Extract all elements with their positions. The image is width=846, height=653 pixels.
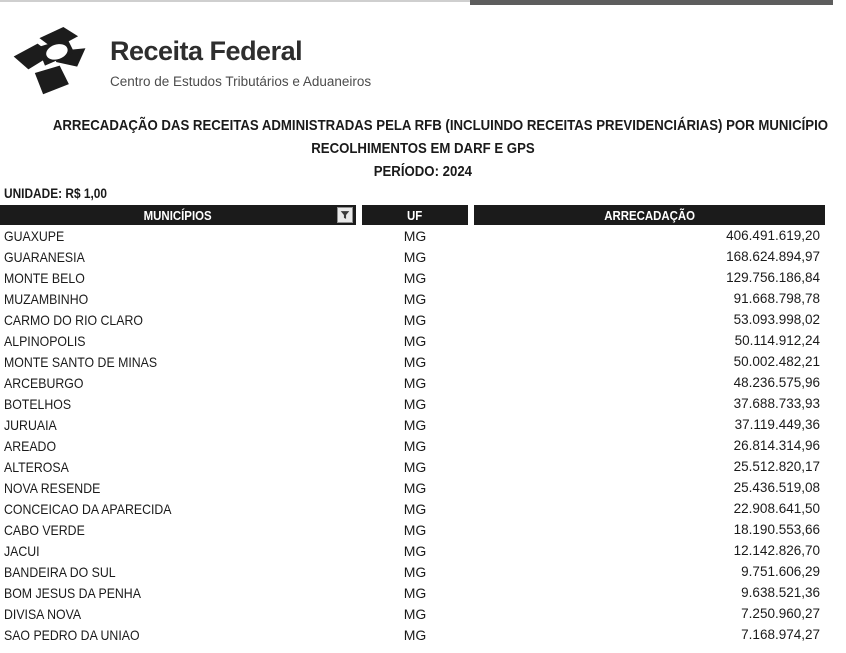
municipio-text: MUZAMBINHO xyxy=(4,290,89,307)
cell-valor: 406.491.619,20 xyxy=(726,228,820,243)
table-body xyxy=(0,225,825,645)
cell-uf: MG xyxy=(403,563,427,580)
municipio-text: CARMO DO RIO CLARO xyxy=(4,311,143,328)
cell-uf: MG xyxy=(403,374,427,391)
table-row xyxy=(0,288,825,309)
table-row xyxy=(0,309,825,330)
municipio-text: DIVISA NOVA xyxy=(4,605,82,622)
table-row xyxy=(0,414,825,435)
arrecadacao-table xyxy=(0,205,825,645)
cell-uf: MG xyxy=(403,437,427,454)
cell-uf: MG xyxy=(403,605,427,622)
cell-valor: 18.190.553,66 xyxy=(733,522,820,537)
municipio-text: BANDEIRA DO SUL xyxy=(4,563,116,580)
table-row xyxy=(0,351,825,372)
municipio-text: AREADO xyxy=(4,437,57,454)
table-row xyxy=(0,246,825,267)
municipio-text: CONCEICAO DA APARECIDA xyxy=(4,500,172,517)
cell-municipio xyxy=(0,270,356,286)
report-title-line1 xyxy=(0,115,846,137)
cell-municipio xyxy=(0,438,356,454)
table-row xyxy=(0,477,825,498)
column-header-municipios-label: MUNICÍPIOS xyxy=(143,207,213,223)
cell-valor: 12.142.826,70 xyxy=(733,543,820,558)
cell-municipio xyxy=(0,564,356,580)
table-row xyxy=(0,435,825,456)
cell-municipio xyxy=(0,396,356,412)
cell-valor: 129.756.186,84 xyxy=(726,270,820,285)
report-title-line3-text: PERÍODO: 2024 xyxy=(373,163,473,180)
cell-municipio xyxy=(0,333,356,349)
receita-federal-logo xyxy=(10,24,371,100)
column-header-arrecadacao xyxy=(474,205,825,225)
cell-valor: 48.236.575,96 xyxy=(733,375,820,390)
cell-valor: 25.436.519,08 xyxy=(733,480,820,495)
cell-uf: MG xyxy=(403,584,427,601)
unit-label xyxy=(4,186,121,201)
cell-uf: MG xyxy=(403,290,427,307)
column-header-uf-label: UF xyxy=(407,207,423,223)
cell-uf: MG xyxy=(403,521,427,538)
cell-uf: MG xyxy=(403,269,427,286)
municipios-filter-button[interactable] xyxy=(337,207,353,223)
report-title-line2-text: RECOLHIMENTOS EM DARF E GPS xyxy=(311,140,535,157)
cell-valor: 168.624.894,97 xyxy=(726,249,820,264)
table-row xyxy=(0,393,825,414)
brand-subtitle: Centro de Estudos Tributários e Aduaneiros xyxy=(110,74,372,89)
cell-valor: 37.688.733,93 xyxy=(733,396,820,411)
table-row xyxy=(0,456,825,477)
column-header-uf xyxy=(362,205,468,225)
cell-municipio xyxy=(0,459,356,475)
cell-municipio xyxy=(0,228,356,244)
municipio-text: JACUI xyxy=(4,542,40,559)
municipio-text: NOVA RESENDE xyxy=(4,479,101,496)
receita-federal-logo-icon xyxy=(10,24,102,100)
table-row xyxy=(0,624,825,645)
cell-valor: 25.512.820,17 xyxy=(733,459,820,474)
cell-municipio xyxy=(0,417,356,433)
column-header-municipios xyxy=(0,205,356,225)
cell-valor: 7.250.960,27 xyxy=(741,606,820,621)
municipio-text: ALPINOPOLIS xyxy=(4,332,86,349)
table-row xyxy=(0,519,825,540)
cell-uf: MG xyxy=(403,227,427,244)
cell-valor: 7.168.974,27 xyxy=(741,627,820,642)
cell-valor: 91.668.798,78 xyxy=(733,291,820,306)
report-title-line3 xyxy=(0,160,846,183)
municipio-text: MONTE BELO xyxy=(4,269,85,286)
cell-uf: MG xyxy=(403,479,427,496)
municipio-text: GUARANESIA xyxy=(4,248,85,265)
column-header-arrecadacao-label: ARRECADAÇÃO xyxy=(604,207,695,223)
table-row xyxy=(0,498,825,519)
table-row xyxy=(0,603,825,624)
top-left-divider xyxy=(0,0,470,2)
cell-uf: MG xyxy=(403,500,427,517)
table-row xyxy=(0,372,825,393)
cell-valor: 50.114.912,24 xyxy=(734,333,820,348)
cell-uf: MG xyxy=(403,416,427,433)
cell-municipio xyxy=(0,522,356,538)
logo-text-block xyxy=(110,36,371,89)
table-row xyxy=(0,225,825,246)
cell-valor: 9.638.521,36 xyxy=(741,585,820,600)
table-row xyxy=(0,582,825,603)
municipio-text: GUAXUPE xyxy=(4,227,65,244)
municipio-text: JURUAIA xyxy=(4,416,57,433)
cell-municipio xyxy=(0,627,356,643)
table-row xyxy=(0,540,825,561)
municipio-text: MONTE SANTO DE MINAS xyxy=(4,353,158,370)
cell-municipio xyxy=(0,375,356,391)
report-title-line1-text: ARRECADAÇÃO DAS RECEITAS ADMINISTRADAS PELA RFB (INCLUINDO RECEITAS PREVIDENCIÁRIAS) POR MUNICÍPIO xyxy=(52,117,829,134)
cell-valor: 37.119.449,36 xyxy=(734,417,820,432)
cell-uf: MG xyxy=(403,332,427,349)
cell-municipio xyxy=(0,543,356,559)
cell-valor: 22.908.641,50 xyxy=(733,501,820,516)
municipio-text: SAO PEDRO DA UNIAO xyxy=(4,626,140,643)
cell-municipio xyxy=(0,501,356,517)
cell-uf: MG xyxy=(403,542,427,559)
municipio-text: BOTELHOS xyxy=(4,395,72,412)
cell-municipio xyxy=(0,249,356,265)
cell-valor: 9.751.606,29 xyxy=(741,564,820,579)
funnel-icon xyxy=(340,210,350,220)
cell-uf: MG xyxy=(403,395,427,412)
cell-uf: MG xyxy=(403,311,427,328)
cell-municipio xyxy=(0,606,356,622)
cell-municipio xyxy=(0,354,356,370)
report-title-line2 xyxy=(0,137,846,160)
cell-municipio xyxy=(0,480,356,496)
cell-valor: 26.814.314,96 xyxy=(733,438,820,453)
brand-name: Receita Federal xyxy=(110,36,303,66)
table-header-row xyxy=(0,205,825,225)
municipio-text: BOM JESUS DA PENHA xyxy=(4,584,141,601)
cell-uf: MG xyxy=(403,626,427,643)
report-title-block xyxy=(0,115,846,183)
cell-uf: MG xyxy=(403,353,427,370)
cell-municipio xyxy=(0,585,356,601)
municipio-text: ALTEROSA xyxy=(4,458,69,475)
cell-municipio xyxy=(0,291,356,307)
cell-uf: MG xyxy=(403,458,427,475)
table-row xyxy=(0,561,825,582)
cell-municipio xyxy=(0,312,356,328)
municipio-text: CABO VERDE xyxy=(4,521,85,538)
top-right-bar xyxy=(470,0,833,5)
cell-uf: MG xyxy=(403,248,427,265)
cell-valor: 53.093.998,02 xyxy=(733,312,820,327)
table-row xyxy=(0,330,825,351)
cell-valor: 50.002.482,21 xyxy=(733,354,820,369)
table-row xyxy=(0,267,825,288)
unit-label-text: UNIDADE: R$ 1,00 xyxy=(4,186,107,201)
municipio-text: ARCEBURGO xyxy=(4,374,84,391)
